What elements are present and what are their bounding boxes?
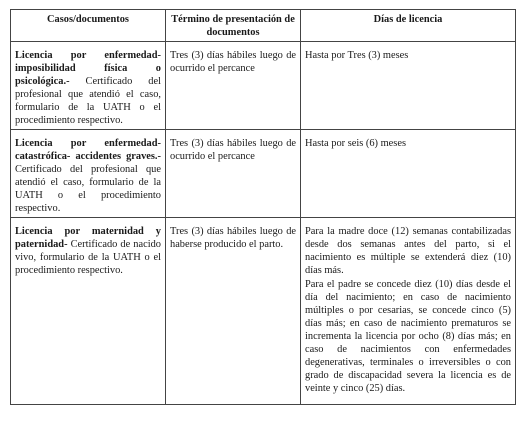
case-title: Licencia por enfermedad-catastrófica- accidentes graves.- [15, 138, 161, 162]
header-row [11, 10, 516, 42]
licencias-table [10, 9, 516, 405]
case-requirements: Certificado del profesional que atendió el caso, formulario de la UATH o el procedimiento respectivo. [15, 76, 161, 126]
case-requirements: Certificado del profesional que atendió el caso, formulario de la UATH o el procedimiento respectivo. [15, 164, 161, 214]
term-cell: Tres (3) días hábiles luego de ocurrido el percance [166, 42, 301, 130]
header-casos-documentos: Casos/documentos [11, 10, 166, 42]
case-cell [11, 130, 166, 218]
days-cell [301, 218, 516, 405]
header-termino-presentacion: Término de presentación de documentos [166, 10, 301, 42]
days-text-madre: Para la madre doce (12) semanas contabilizadas desde dos semanas antes del parto, si el nacimiento es múltiple se extenderá diez (10) días más. [305, 226, 511, 276]
term-cell: Tres (3) días hábiles luego de ocurrido el percance [166, 130, 301, 218]
case-requirements: Certificado de nacido vivo, formulario de la UATH o el procedimiento respectivo. [15, 239, 161, 276]
term-cell: Tres (3) días hábiles luego de haberse producido el parto. [166, 218, 301, 405]
days-cell [301, 42, 516, 130]
case-title: Licencia por enfermedad-imposibilidad física o psicológica.- [15, 50, 161, 87]
case-cell [11, 218, 166, 405]
case-cell [11, 42, 166, 130]
table-row [11, 42, 516, 130]
days-text: Hasta por Tres (3) meses [305, 50, 409, 61]
days-text: Hasta por seis (6) meses [305, 138, 406, 149]
table-row [11, 130, 516, 218]
header-dias-licencia: Días de licencia [301, 10, 516, 42]
table-row [11, 218, 516, 405]
case-title: Licencia por maternidad y paternidad- [15, 226, 161, 250]
days-cell [301, 130, 516, 218]
days-text-padre: Para el padre se concede diez (10) días desde el día del nacimiento; en caso de nacimiento múltiples o por cesarias, se concede cinco (5) días más; en caso de nacimiento prematuros se incrementa la licencia por ocho (8) días más; en caso de nacimientos con enfermedades degenerativas, terminales o irreversibles o con grado de discapacidad severa la licencia es de veinte y cinco (25) días. [305, 279, 511, 394]
